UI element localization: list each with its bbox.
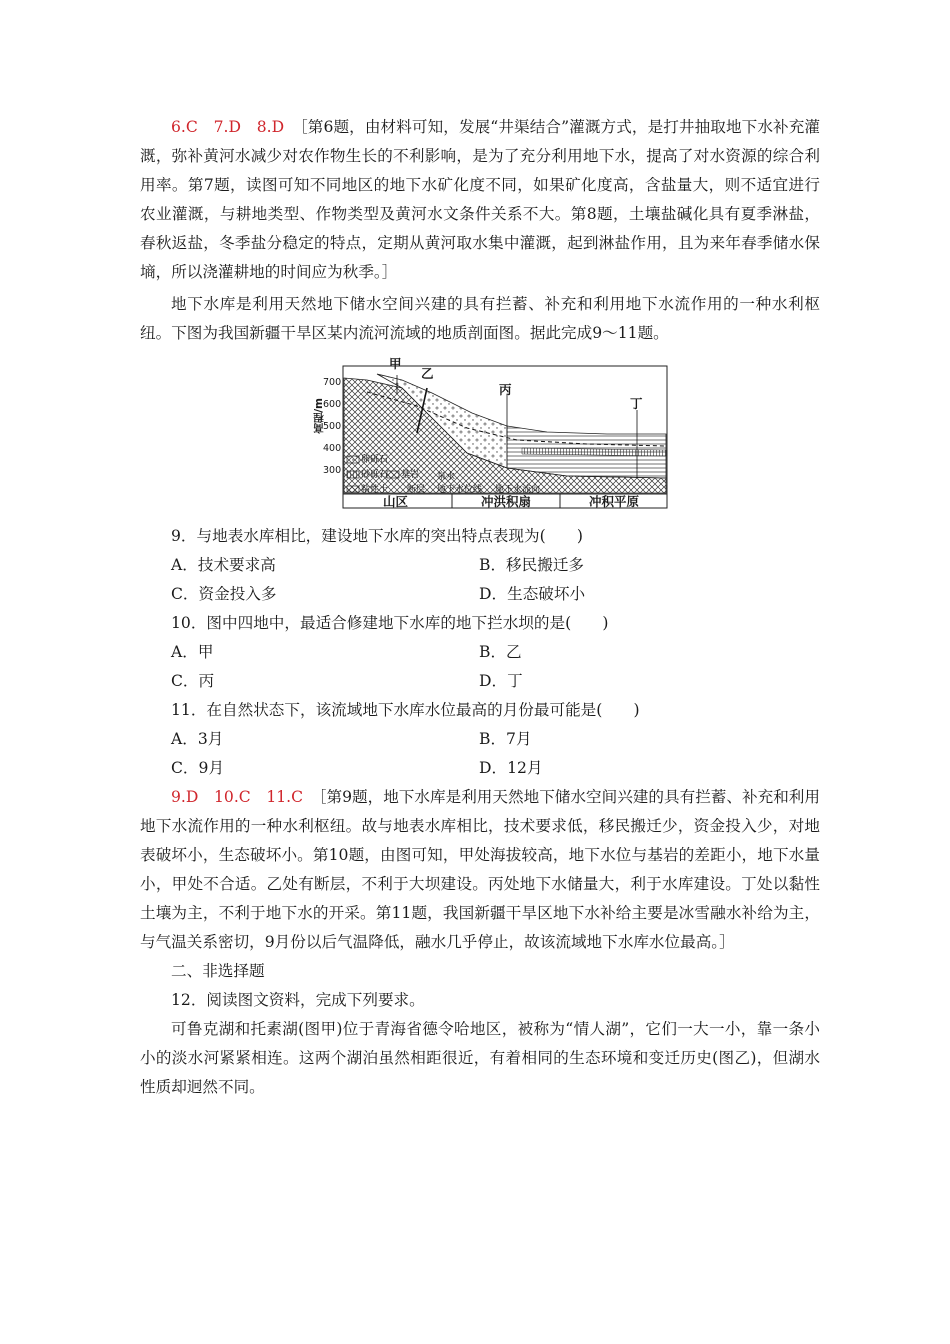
intro-9-11: 地下水库是利用天然地下储水空间兴建的具有拦蓄、补充和利用地下水流作用的一种水利枢纽。下图为我国新疆干旱区某内流河流域的地质剖面图。据此完成9～11题。 bbox=[140, 295, 820, 342]
question-11-options-row bbox=[140, 754, 820, 783]
option: C．丙 bbox=[171, 672, 215, 690]
legend-gravel: 卵砾石 bbox=[361, 455, 389, 465]
section-heading: 二、非选择题 bbox=[171, 962, 265, 980]
legend-clay: 粘性土 bbox=[361, 485, 389, 495]
answer-9-11 bbox=[140, 783, 820, 957]
legend-flow: 地下水流向 bbox=[495, 485, 541, 495]
y-tick: 500 bbox=[323, 421, 342, 432]
region-mountain: 山区 bbox=[383, 494, 409, 509]
legend-fault: 断层 bbox=[407, 485, 426, 495]
region-plain: 冲积平原 bbox=[589, 494, 640, 509]
question-10-options-row bbox=[140, 667, 820, 696]
option: B．移民搬迁多 bbox=[479, 556, 585, 574]
y-tick: 400 bbox=[323, 443, 342, 454]
question-9-options-row bbox=[140, 551, 820, 580]
y-tick: 300 bbox=[323, 465, 342, 476]
y-tick: 600 bbox=[323, 399, 342, 410]
question-12-stem: 12．阅读图文资料，完成下列要求。 bbox=[171, 991, 425, 1009]
question-11-stem: 11．在自然状态下，该流域地下水库水位最高的月份最可能是( ) bbox=[171, 701, 640, 719]
answer-explanation: ［第6题，由材料可知，发展“井渠结合”灌溉方式，是打井抽取地下水补充灌溉，弥补黄河水减少对农作物生长的不利影响，是为了充分利用地下水，提高了对水资源的综合利用率。第7题，读图可知不同地区的地下水矿化度不同，如果矿化度高，含盐量大，则不适宜进行农业灌溉，与耕地类型、作物类型及黄河水文条件关系不大。第8题，土壤盐碱化具有夏季淋盐，春秋返盐，冬季盐分稳定的特点，定期从黄河取水集中灌溉，起到淋盐作用，且为来年春季储水保墒，所以浇灌耕地的时间应为秋季。］ bbox=[140, 118, 820, 281]
option: A．技术要求高 bbox=[171, 556, 276, 574]
label-jia: 甲 bbox=[389, 356, 402, 371]
question-10-options-row bbox=[140, 638, 820, 667]
question-9-stem: 9．与地表水库相比，建设地下水库的突出特点表现为( ) bbox=[171, 527, 583, 545]
option: A．3月 bbox=[171, 730, 224, 748]
answer-codes: 6.C 7.D 8.D bbox=[171, 118, 285, 136]
label-ding: 丁 bbox=[630, 396, 643, 411]
option: B．7月 bbox=[479, 730, 532, 748]
y-tick: 700 bbox=[323, 377, 342, 388]
y-axis-title: 高程/m bbox=[313, 398, 325, 434]
legend-water-table: 地下水位线 bbox=[437, 485, 483, 495]
document-page bbox=[140, 113, 820, 1102]
legend-sand-gravel: 砂砾石 bbox=[361, 470, 389, 480]
option: D．12月 bbox=[479, 759, 543, 777]
answer-codes: 9.D 10.C 11.C bbox=[171, 788, 304, 806]
legend-bedrock: 基岩 bbox=[401, 470, 420, 480]
option: C．资金投入多 bbox=[171, 585, 277, 603]
geologic-profile-figure bbox=[307, 358, 677, 518]
legend-spring: 泉水 bbox=[437, 472, 456, 482]
question-9-options-row bbox=[140, 580, 820, 609]
label-bing: 丙 bbox=[499, 382, 512, 397]
region-fan: 冲洪积扇 bbox=[481, 494, 532, 509]
label-yi: 乙 bbox=[421, 366, 434, 381]
option: B．乙 bbox=[479, 643, 522, 661]
question-12-material: 可鲁克湖和托素湖(图甲)位于青海省德令哈地区，被称为“情人湖”，它们一大一小，靠一条小小的淡水河紧紧相连。这两个湖泊虽然相距很近，有着相同的生态环境和变迁历史(图乙)，但湖水性质却迥然不同。 bbox=[140, 1020, 820, 1096]
option: D．丁 bbox=[479, 672, 523, 690]
option: D．生态破坏小 bbox=[479, 585, 586, 603]
question-10-stem: 10．图中四地中，最适合修建地下水库的地下拦水坝的是( ) bbox=[171, 614, 609, 632]
option: A．甲 bbox=[171, 643, 214, 661]
question-11-options-row bbox=[140, 725, 820, 754]
answer-6-8 bbox=[140, 113, 820, 287]
answer-explanation: ［第9题，地下水库是利用天然地下储水空间兴建的具有拦蓄、补充和利用地下水流作用的一种水利枢纽。故与地表水库相比，技术要求低，移民搬迁少，资金投入少，对地表破坏小，生态破坏小。第10题，由图可知，甲处海拔较高，地下水位与基岩的差距小，地下水量小，甲处不合适。乙处有断层，不利于大坝建设。丙处地下水储量大，利于水库建设。丁处以黏性土壤为主，不利于地下水的开采。第11题，我国新疆干旱区地下水补给主要是冰雪融水补给为主，与气温关系密切，9月份以后气温降低，融水几乎停止，故该流域地下水库水位最高。］ bbox=[140, 788, 820, 951]
option: C．9月 bbox=[171, 759, 225, 777]
